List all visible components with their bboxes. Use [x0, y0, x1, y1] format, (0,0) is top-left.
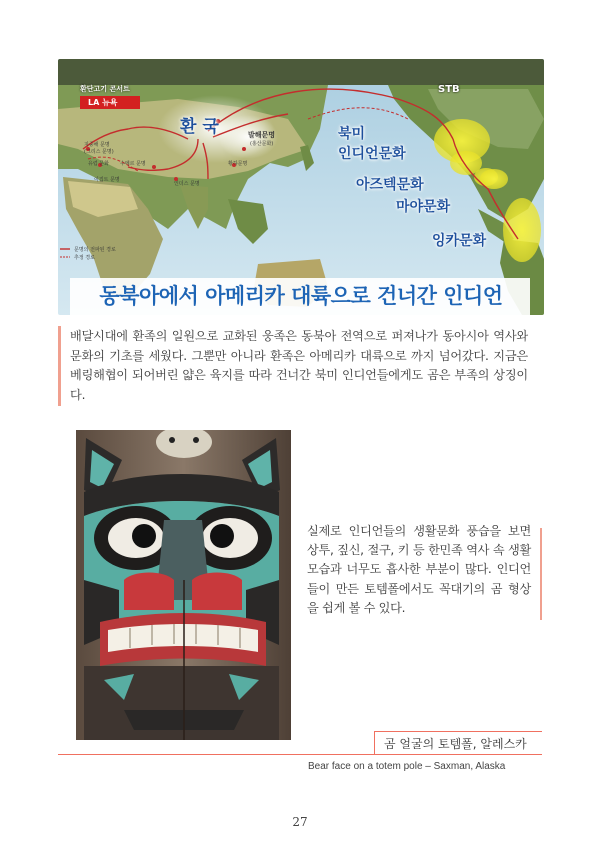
label-sumer: 수메르 문명 [120, 161, 146, 167]
side-paragraph: 실제로 인디언들의 생활문화 풍습을 보면 상투, 짚신, 절구, 키 등 한민족 역사 속 생활모습과 너무도 흡사한 부분이 많다. 인디언들이 만든 토템폴에서도 꼭대기의 곰 형상을 쉽게 볼 수 있다. [307, 524, 531, 615]
label-korea: 환 국 [180, 117, 219, 137]
photo-caption-english: Bear face on a totem pole – Saxman, Alaska [308, 761, 506, 772]
label-aztec: 아즈텍문화 [356, 177, 424, 193]
label-egypt: 이집트 문명 [94, 177, 120, 183]
label-greece: 지중해 문명 [84, 142, 110, 148]
photo-caption-korean: 곰 얼굴의 토템폴, 알레스카 [384, 737, 527, 751]
side-accent-bar [540, 528, 542, 620]
caption-divider-bottom [58, 754, 542, 755]
label-greece-sub: (그리스 문명) [84, 149, 114, 155]
legend-dashed: 추정 경로 [74, 255, 95, 261]
label-balhae: 발해문명 [248, 131, 276, 139]
label-indus: 인더스 문명 [174, 181, 200, 187]
body-paragraph: 배달시대에 환족의 일원으로 교화된 웅족은 동북아 전역으로 퍼져나가 동아시아 역사와 문화의 기초를 세웠다. 그뿐만 아니라 환족은 아메리카 대륙으로 까지 넘어갔다. 지금은 베링해협이 되어버린 얇은 육지를 따라 건너간 북미 인디언들에게도 곰은 부족의 상징이다. [70, 329, 528, 402]
label-north-america: 북미 인디언문화 [338, 126, 406, 162]
corner-logo: STB [438, 84, 460, 95]
label-maya: 마야문화 [396, 199, 451, 215]
label-europe: 유럽 문화 [88, 161, 109, 167]
label-hwangha: 황하문명 [228, 161, 248, 167]
program-logo-text: 환단고기 콘서트 [80, 85, 130, 93]
tv-channel-tag: LA 뉴욕 [80, 96, 140, 109]
label-inca: 잉카문화 [432, 233, 487, 249]
totem-pole-photo [64, 430, 299, 740]
legend-solid: 문명의 전파된 경로 [74, 247, 116, 253]
map-title: 동북아에서 아메리카 대륙으로 건너간 인디언 [99, 284, 503, 308]
caption-divider-vertical [374, 731, 375, 754]
label-balhae-sub: (홍산문화) [250, 141, 274, 147]
caption-divider-top [374, 731, 542, 732]
page-number: 27 [292, 815, 308, 829]
paragraph-accent-bar [58, 326, 61, 406]
